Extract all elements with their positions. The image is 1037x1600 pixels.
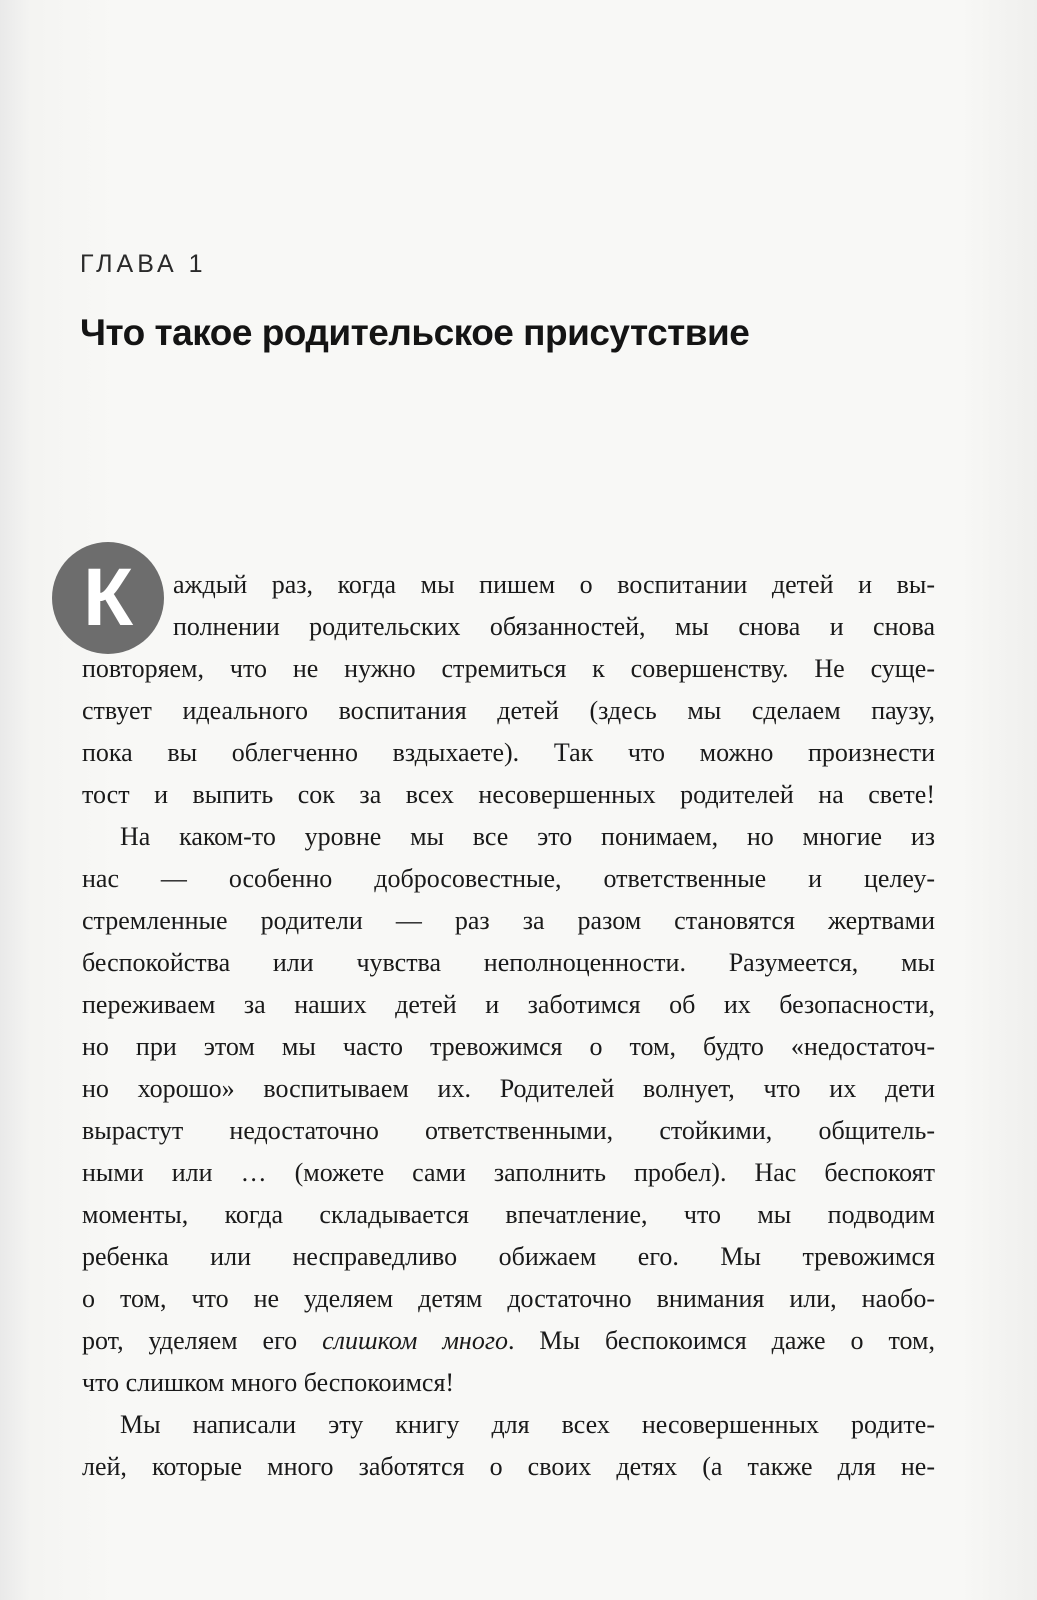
body-line: повторяем, что не нужно стремиться к совершенству. Не суще-	[82, 654, 935, 683]
body-line: ствует идеального воспитания детей (здесь мы сделаем паузу,	[82, 696, 935, 725]
body-line: тост и выпить сок за всех несовершенных родителей на свете!	[82, 780, 935, 809]
body-text-run: . Мы беспокоимся даже о том,	[507, 1326, 935, 1355]
body-line: На каком-то уровне мы все это понимаем, но многие из	[120, 822, 935, 851]
body-text-run: рот, уделяем его	[82, 1326, 323, 1355]
body-line: ными или … (можете сами заполнить пробел). Нас беспокоят	[82, 1158, 935, 1187]
body-line: вырастут недостаточно ответственными, стойкими, общитель-	[82, 1116, 935, 1145]
body-line: что слишком много беспокоимся!	[82, 1368, 455, 1397]
body-line	[82, 1326, 935, 1356]
drop-cap-letter: К	[52, 542, 164, 654]
body-line: Мы написали эту книгу для всех несовершенных родите-	[120, 1410, 935, 1439]
body-line: полнении родительских обязанностей, мы снова и снова	[173, 612, 935, 641]
chapter-title: Что такое родительское присутствие	[80, 312, 750, 353]
body-line: пока вы облегченно вздыхаете). Так что можно произнести	[82, 738, 935, 767]
body-line: нас — особенно добросовестные, ответственные и целеу-	[82, 864, 935, 893]
body-line: но хорошо» воспитываем их. Родителей волнует, что их дети	[82, 1074, 935, 1103]
body-line: ребенка или несправедливо обижаем его. Мы тревожимся	[82, 1242, 935, 1271]
emphasis-text: слишком много	[322, 1326, 508, 1355]
body-line: стремленные родители — раз за разом становятся жертвами	[82, 906, 935, 935]
body-line: лей, которые много заботятся о своих детях (а также для не-	[82, 1452, 935, 1481]
chapter-label: ГЛАВА 1	[80, 250, 207, 278]
body-line: аждый раз, когда мы пишем о воспитании детей и вы-	[173, 570, 935, 599]
body-line: о том, что не уделяем детям достаточно внимания или, наобо-	[82, 1284, 935, 1313]
body-line: но при этом мы часто тревожимся о том, будто «недостаточ-	[82, 1032, 935, 1061]
body-line: моменты, когда складывается впечатление, что мы подводим	[82, 1200, 935, 1229]
body-line: беспокойства или чувства неполноценности. Разумеется, мы	[82, 948, 935, 977]
body-line: переживаем за наших детей и заботимся об их безопасности,	[82, 990, 935, 1019]
